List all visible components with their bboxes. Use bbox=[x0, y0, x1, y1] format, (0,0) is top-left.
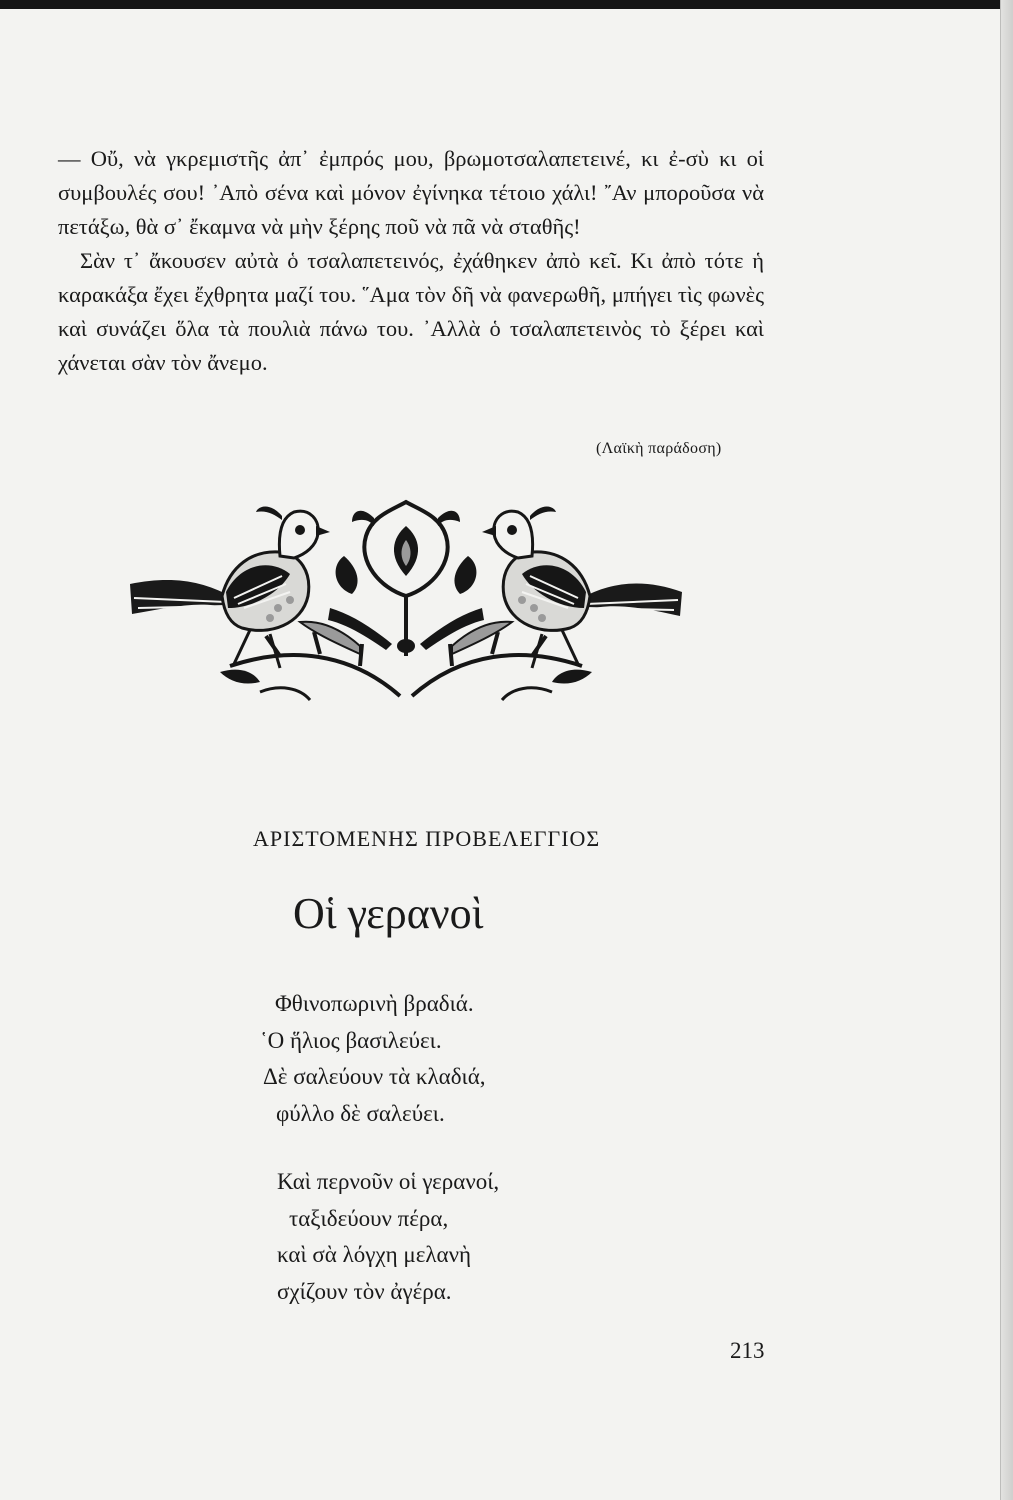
poem-line: Φθινοπωρινὴ βραδιά. bbox=[275, 991, 474, 1016]
left-bird-icon bbox=[130, 507, 330, 669]
page-number: 213 bbox=[730, 1338, 765, 1363]
poem-line: Δὲ σαλεύουν τὰ κλαδιά, bbox=[263, 1064, 486, 1089]
story-text bbox=[58, 142, 764, 380]
poem-author: ΑΡΙΣΤΟΜΕΝΗΣ ΠΡΟΒΕΛΕΓΓΙΟΣ bbox=[253, 826, 601, 851]
poem-line: Καὶ περνοῦν οἱ γερανοί, bbox=[277, 1169, 500, 1194]
poem-line: φύλλο δὲ σαλεύει. bbox=[276, 1100, 445, 1126]
birds-and-flower-ornament-icon bbox=[130, 496, 682, 708]
poem-line: ταξιδεύουν πέρα, bbox=[289, 1205, 449, 1231]
right-bird-icon bbox=[482, 507, 682, 669]
poem-line: καὶ σὰ λόγχη μελανὴ bbox=[277, 1242, 471, 1267]
poem-line: ῾Ο ἥλιος βασιλεύει. bbox=[260, 1027, 442, 1053]
story-paragraph-2: Σὰν τ᾽ ἄκουσεν αὐτὰ ὁ τσαλαπετεινός, ἐχάθηκεν ἀπὸ κεῖ. Κι ἀπὸ τότε ἡ καρακάξα ἔχει ἔχθρητα μαζί του. ῞Αμα τὸν δῆ νὰ φανερωθῆ, μπήγει τὶς φωνὲς καὶ συνάζει ὅλα τὰ πουλιὰ πάνω του. ᾽Αλλὰ ὁ τσαλαπετεινὸς τὸ ξέρει καὶ χάνεται σὰν τὸν ἄνεμο. bbox=[58, 248, 764, 375]
page-right-edge bbox=[1000, 0, 1013, 1500]
poem-title: Οἱ γερανοὶ bbox=[293, 889, 484, 938]
poem-line: σχίζουν τὸν ἀγέρα. bbox=[277, 1278, 452, 1304]
source-attribution: (Λαϊκὴ παράδοση) bbox=[596, 440, 722, 457]
story-paragraph-1: — Οὔ, νὰ γκρεμιστῆς ἀπ᾽ ἐμπρός μου, βρωμοτσαλαπετεινέ, κι ἐ-σὺ κι οἱ συμβουλές σου! ᾽Απὸ σένα καὶ μόνον ἐγίνηκα τέτοιο χάλι! ῎Αν μποροῦσα νὰ πετάξω, θὰ σ᾽ ἔκαμνα νὰ μὴν ξέρης ποῦ νὰ πᾶ νὰ σταθῆς! bbox=[58, 146, 764, 239]
scan-top-edge bbox=[0, 0, 1013, 9]
